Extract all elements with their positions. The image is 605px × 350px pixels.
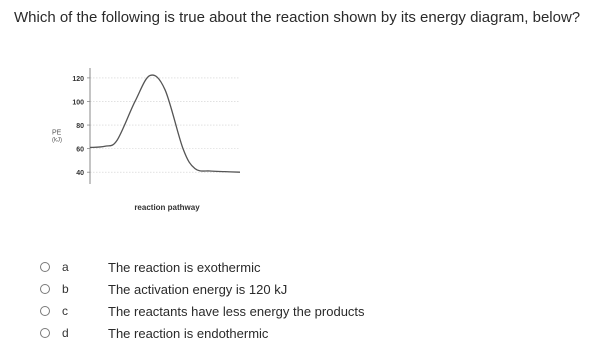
y-axis-label-pe: PE xyxy=(52,129,62,137)
option-letter: b xyxy=(62,282,69,296)
x-axis-label: reaction pathway xyxy=(134,203,200,212)
energy-curve xyxy=(90,75,240,172)
y-tick-label: 40 xyxy=(76,170,84,178)
option-text: The reaction is endothermic xyxy=(108,325,269,341)
y-tick-label: 60 xyxy=(76,146,84,154)
option-text: The reactants have less energy the products xyxy=(108,303,365,319)
option-text: The reaction is exothermic xyxy=(108,259,261,275)
energy-diagram xyxy=(30,58,270,228)
energy-diagram-svg xyxy=(30,58,270,228)
y-tick-label: 120 xyxy=(72,75,84,83)
radio-icon[interactable] xyxy=(40,328,50,338)
option-text: The activation energy is 120 kJ xyxy=(108,281,288,297)
radio-icon[interactable] xyxy=(40,262,50,272)
option-d[interactable] xyxy=(40,322,365,344)
y-tick-label: 100 xyxy=(72,99,84,107)
question-text: Which of the following is true about the reaction shown by its energy diagram, below? xyxy=(14,9,581,26)
radio-icon[interactable] xyxy=(40,306,50,316)
y-axis-label-unit: (kJ) xyxy=(52,137,62,144)
chart-grid xyxy=(90,78,240,172)
option-letter: d xyxy=(62,326,69,340)
option-b[interactable] xyxy=(40,278,365,300)
option-c[interactable] xyxy=(40,300,365,322)
y-tick-label: 80 xyxy=(76,123,84,131)
option-letter: a xyxy=(62,260,69,274)
radio-icon[interactable] xyxy=(40,284,50,294)
y-tick-labels xyxy=(72,76,90,177)
option-a[interactable] xyxy=(40,256,365,278)
answer-options xyxy=(40,256,365,344)
option-letter: c xyxy=(62,304,68,318)
